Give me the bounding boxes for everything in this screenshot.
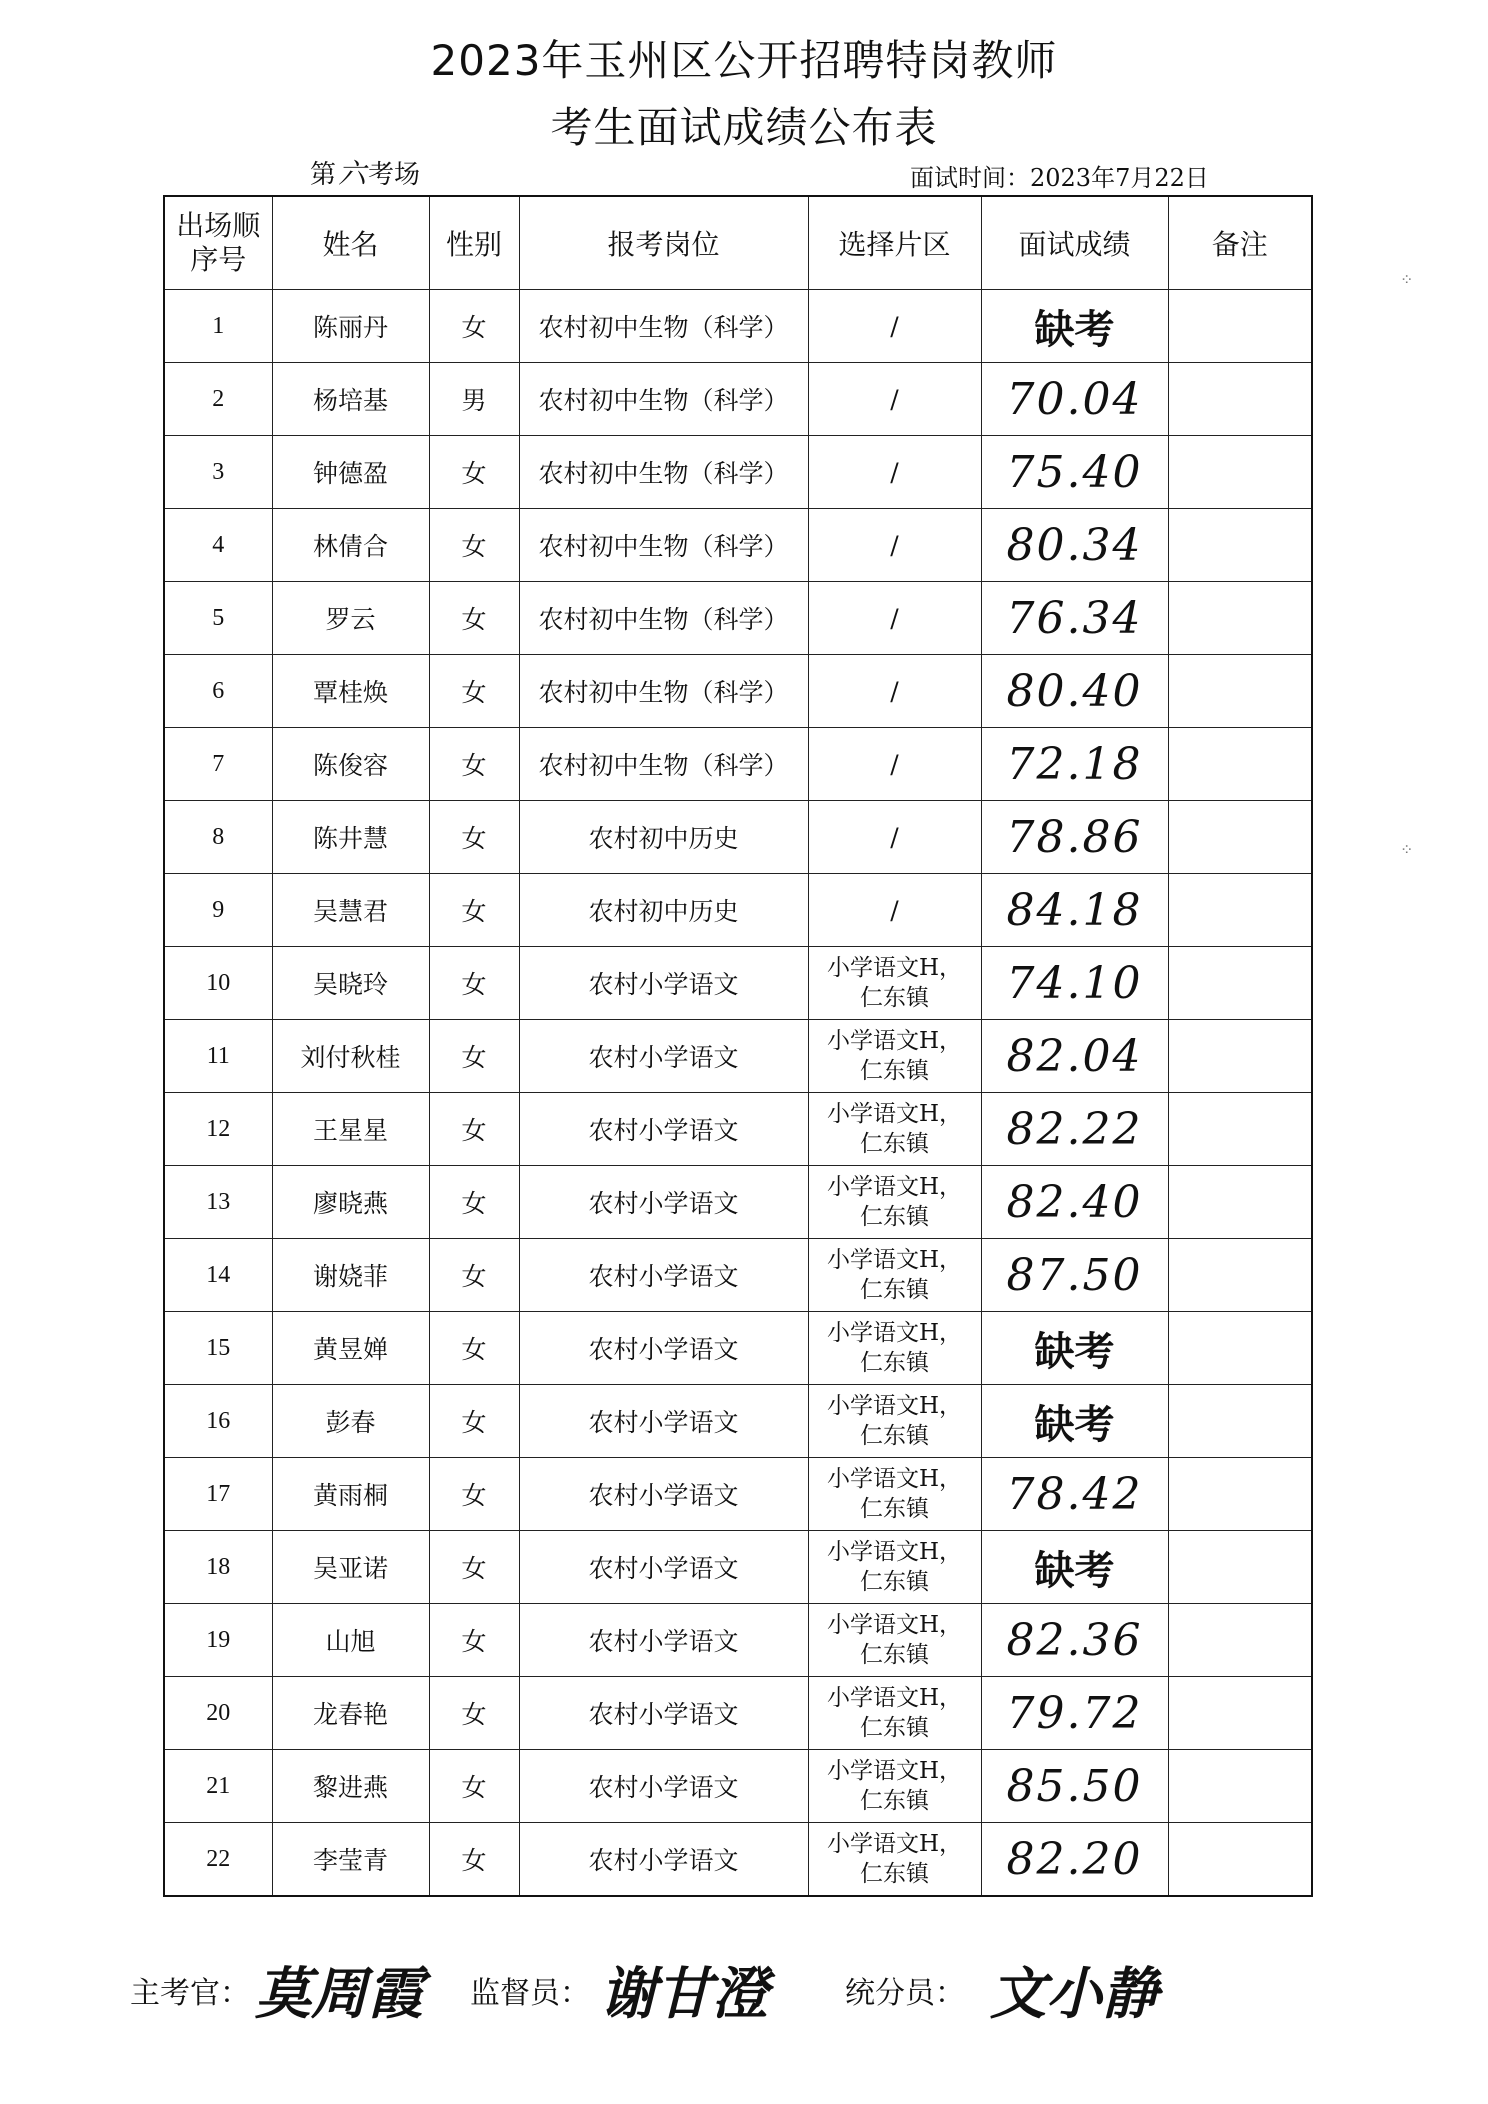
row-region: / — [808, 436, 981, 509]
col-score: 面试成绩 — [981, 196, 1168, 290]
row-region: 小学语文H， 仁东镇 — [808, 1385, 981, 1458]
row-region: 小学语文H， 仁东镇 — [808, 1531, 981, 1604]
row-order-number: 1 — [164, 290, 272, 363]
row-score: 缺考 — [981, 1312, 1168, 1385]
row-name: 黎进燕 — [272, 1750, 429, 1823]
row-score: 74.10 — [981, 947, 1168, 1020]
row-remark — [1168, 290, 1312, 363]
room-prefix: 第 — [310, 160, 337, 190]
row-score: 82.20 — [981, 1823, 1168, 1897]
scan-speck: ⁘ — [1400, 840, 1414, 859]
row-remark — [1168, 1531, 1312, 1604]
row-remark — [1168, 728, 1312, 801]
row-name: 陈俊容 — [272, 728, 429, 801]
row-gender: 男 — [429, 363, 519, 436]
table-row — [164, 655, 1312, 728]
row-order-number: 16 — [164, 1385, 272, 1458]
table-row — [164, 874, 1312, 947]
row-region: 小学语文H， 仁东镇 — [808, 1750, 981, 1823]
table-row — [164, 582, 1312, 655]
table-row — [164, 1385, 1312, 1458]
score-table — [163, 195, 1313, 1897]
title-line-1: 2023年玉州区公开招聘特岗教师 — [430, 36, 1058, 85]
row-order-number: 3 — [164, 436, 272, 509]
row-gender: 女 — [429, 290, 519, 363]
row-name: 吴亚诺 — [272, 1531, 429, 1604]
row-gender: 女 — [429, 509, 519, 582]
row-region: / — [808, 582, 981, 655]
row-remark — [1168, 1604, 1312, 1677]
row-gender: 女 — [429, 874, 519, 947]
col-gender: 性别 — [429, 196, 519, 290]
table-header-row — [164, 196, 1312, 290]
row-gender: 女 — [429, 1166, 519, 1239]
row-order-number: 12 — [164, 1093, 272, 1166]
row-score: 82.36 — [981, 1604, 1168, 1677]
row-position: 农村小学语文 — [519, 1750, 808, 1823]
row-score: 82.40 — [981, 1166, 1168, 1239]
row-region: / — [808, 655, 981, 728]
row-score: 75.40 — [981, 436, 1168, 509]
row-remark — [1168, 1020, 1312, 1093]
exam-room-label — [310, 152, 420, 192]
row-position: 农村初中生物（科学） — [519, 290, 808, 363]
row-order-number: 10 — [164, 947, 272, 1020]
row-gender: 女 — [429, 947, 519, 1020]
row-score: 80.34 — [981, 509, 1168, 582]
row-region: 小学语文H， 仁东镇 — [808, 1093, 981, 1166]
table-row — [164, 436, 1312, 509]
row-position: 农村小学语文 — [519, 1604, 808, 1677]
row-remark — [1168, 1239, 1312, 1312]
row-region: 小学语文H， 仁东镇 — [808, 1166, 981, 1239]
row-remark — [1168, 363, 1312, 436]
row-position: 农村初中生物（科学） — [519, 582, 808, 655]
row-gender: 女 — [429, 1020, 519, 1093]
row-score: 缺考 — [981, 1385, 1168, 1458]
row-remark — [1168, 436, 1312, 509]
row-region: 小学语文H， 仁东镇 — [808, 1604, 981, 1677]
table-row — [164, 1677, 1312, 1750]
examiner-label: 主考官： — [130, 1976, 250, 2011]
row-order-number: 8 — [164, 801, 272, 874]
row-name: 黄雨桐 — [272, 1458, 429, 1531]
row-name: 吴晓玲 — [272, 947, 429, 1020]
scorer-signature: 文小静 — [990, 1961, 1158, 2027]
row-remark — [1168, 509, 1312, 582]
row-score: 72.18 — [981, 728, 1168, 801]
row-position: 农村小学语文 — [519, 947, 808, 1020]
row-order-number: 13 — [164, 1166, 272, 1239]
row-score: 85.50 — [981, 1750, 1168, 1823]
scorer-label: 统分员： — [845, 1976, 965, 2011]
row-order-number: 6 — [164, 655, 272, 728]
table-row — [164, 290, 1312, 363]
row-position: 农村小学语文 — [519, 1093, 808, 1166]
row-region: 小学语文H， 仁东镇 — [808, 1312, 981, 1385]
row-gender: 女 — [429, 655, 519, 728]
row-region: / — [808, 801, 981, 874]
row-position: 农村初中生物（科学） — [519, 363, 808, 436]
row-order-number: 19 — [164, 1604, 272, 1677]
row-remark — [1168, 1093, 1312, 1166]
row-remark — [1168, 801, 1312, 874]
row-gender: 女 — [429, 1458, 519, 1531]
row-position: 农村初中生物（科学） — [519, 655, 808, 728]
col-order: 出场顺序号 — [164, 196, 272, 290]
row-remark — [1168, 1750, 1312, 1823]
table-row — [164, 1458, 1312, 1531]
row-gender: 女 — [429, 1823, 519, 1897]
row-order-number: 21 — [164, 1750, 272, 1823]
row-position: 农村小学语文 — [519, 1458, 808, 1531]
row-name: 王星星 — [272, 1093, 429, 1166]
row-remark — [1168, 1458, 1312, 1531]
row-remark — [1168, 947, 1312, 1020]
row-remark — [1168, 1677, 1312, 1750]
row-name: 吴慧君 — [272, 874, 429, 947]
row-region: / — [808, 363, 981, 436]
row-region: 小学语文H， 仁东镇 — [808, 1239, 981, 1312]
row-order-number: 5 — [164, 582, 272, 655]
row-position: 农村小学语文 — [519, 1020, 808, 1093]
row-region: 小学语文H， 仁东镇 — [808, 1458, 981, 1531]
row-score: 78.42 — [981, 1458, 1168, 1531]
row-position: 农村小学语文 — [519, 1312, 808, 1385]
row-order-number: 7 — [164, 728, 272, 801]
row-position: 农村小学语文 — [519, 1385, 808, 1458]
table-row — [164, 363, 1312, 436]
row-order-number: 15 — [164, 1312, 272, 1385]
row-name: 李莹青 — [272, 1823, 429, 1897]
row-order-number: 18 — [164, 1531, 272, 1604]
row-position: 农村小学语文 — [519, 1823, 808, 1897]
table-row — [164, 1020, 1312, 1093]
interview-time — [910, 158, 1209, 193]
room-suffix: 考场 — [368, 160, 421, 190]
row-remark — [1168, 1312, 1312, 1385]
supervisor-label: 监督员： — [470, 1976, 590, 2011]
table-row — [164, 1750, 1312, 1823]
row-position: 农村小学语文 — [519, 1531, 808, 1604]
row-position: 农村初中历史 — [519, 801, 808, 874]
col-region: 选择片区 — [808, 196, 981, 290]
table-row — [164, 1166, 1312, 1239]
row-name: 覃桂焕 — [272, 655, 429, 728]
row-name: 廖晓燕 — [272, 1166, 429, 1239]
row-remark — [1168, 1166, 1312, 1239]
row-score: 70.04 — [981, 363, 1168, 436]
row-gender: 女 — [429, 1093, 519, 1166]
row-score: 80.40 — [981, 655, 1168, 728]
interview-time-label: 面试时间： — [910, 164, 1030, 192]
row-remark — [1168, 874, 1312, 947]
row-name: 陈丽丹 — [272, 290, 429, 363]
row-gender: 女 — [429, 1385, 519, 1458]
row-remark — [1168, 582, 1312, 655]
row-name: 谢娆菲 — [272, 1239, 429, 1312]
row-name: 龙春艳 — [272, 1677, 429, 1750]
table-row — [164, 1823, 1312, 1897]
row-score: 87.50 — [981, 1239, 1168, 1312]
row-region: 小学语文H， 仁东镇 — [808, 1823, 981, 1897]
row-order-number: 2 — [164, 363, 272, 436]
table-row — [164, 1312, 1312, 1385]
row-position: 农村初中生物（科学） — [519, 436, 808, 509]
table-row — [164, 947, 1312, 1020]
row-gender: 女 — [429, 1750, 519, 1823]
row-name: 杨培基 — [272, 363, 429, 436]
interview-time-value: 2023年7月22日 — [1030, 164, 1209, 192]
row-region: / — [808, 509, 981, 582]
row-region: / — [808, 728, 981, 801]
row-position: 农村初中生物（科学） — [519, 509, 808, 582]
row-name: 彭春 — [272, 1385, 429, 1458]
row-region: 小学语文H， 仁东镇 — [808, 1020, 981, 1093]
row-remark — [1168, 1385, 1312, 1458]
title-line-2: 考生面试成绩公布表 — [550, 103, 938, 152]
row-region: / — [808, 874, 981, 947]
row-gender: 女 — [429, 436, 519, 509]
table-row — [164, 728, 1312, 801]
row-name: 黄昱婵 — [272, 1312, 429, 1385]
row-name: 罗云 — [272, 582, 429, 655]
row-name: 刘付秋桂 — [272, 1020, 429, 1093]
row-order-number: 9 — [164, 874, 272, 947]
col-name: 姓名 — [272, 196, 429, 290]
row-name: 林倩合 — [272, 509, 429, 582]
row-score: 84.18 — [981, 874, 1168, 947]
scan-speck: ⁘ — [1400, 270, 1414, 289]
row-region: 小学语文H， 仁东镇 — [808, 1677, 981, 1750]
row-remark — [1168, 655, 1312, 728]
row-gender: 女 — [429, 582, 519, 655]
row-position: 农村初中生物（科学） — [519, 728, 808, 801]
row-order-number: 4 — [164, 509, 272, 582]
row-gender: 女 — [429, 1531, 519, 1604]
row-gender: 女 — [429, 1312, 519, 1385]
row-name: 钟德盈 — [272, 436, 429, 509]
row-score: 78.86 — [981, 801, 1168, 874]
row-gender: 女 — [429, 728, 519, 801]
row-order-number: 20 — [164, 1677, 272, 1750]
row-position: 农村小学语文 — [519, 1239, 808, 1312]
row-score: 82.22 — [981, 1093, 1168, 1166]
table-row — [164, 1239, 1312, 1312]
row-gender: 女 — [429, 1604, 519, 1677]
row-name: 山旭 — [272, 1604, 429, 1677]
row-order-number: 22 — [164, 1823, 272, 1897]
row-order-number: 11 — [164, 1020, 272, 1093]
col-position: 报考岗位 — [519, 196, 808, 290]
table-row — [164, 801, 1312, 874]
row-gender: 女 — [429, 1239, 519, 1312]
row-score: 76.34 — [981, 582, 1168, 655]
table-row — [164, 509, 1312, 582]
room-number: 六 — [338, 157, 367, 190]
row-remark — [1168, 1823, 1312, 1897]
row-score: 82.04 — [981, 1020, 1168, 1093]
row-position: 农村小学语文 — [519, 1166, 808, 1239]
col-remark: 备注 — [1168, 196, 1312, 290]
row-region: / — [808, 290, 981, 363]
row-name: 陈井慧 — [272, 801, 429, 874]
row-order-number: 14 — [164, 1239, 272, 1312]
row-gender: 女 — [429, 1677, 519, 1750]
row-gender: 女 — [429, 801, 519, 874]
row-region: 小学语文H， 仁东镇 — [808, 947, 981, 1020]
row-position: 农村小学语文 — [519, 1677, 808, 1750]
row-order-number: 17 — [164, 1458, 272, 1531]
table-row — [164, 1604, 1312, 1677]
examiner-signature: 莫周霞 — [255, 1961, 423, 2027]
table-row — [164, 1093, 1312, 1166]
row-position: 农村初中历史 — [519, 874, 808, 947]
table-row — [164, 1531, 1312, 1604]
row-score: 79.72 — [981, 1677, 1168, 1750]
supervisor-signature: 谢甘澄 — [600, 1961, 768, 2027]
row-score: 缺考 — [981, 290, 1168, 363]
row-score: 缺考 — [981, 1531, 1168, 1604]
